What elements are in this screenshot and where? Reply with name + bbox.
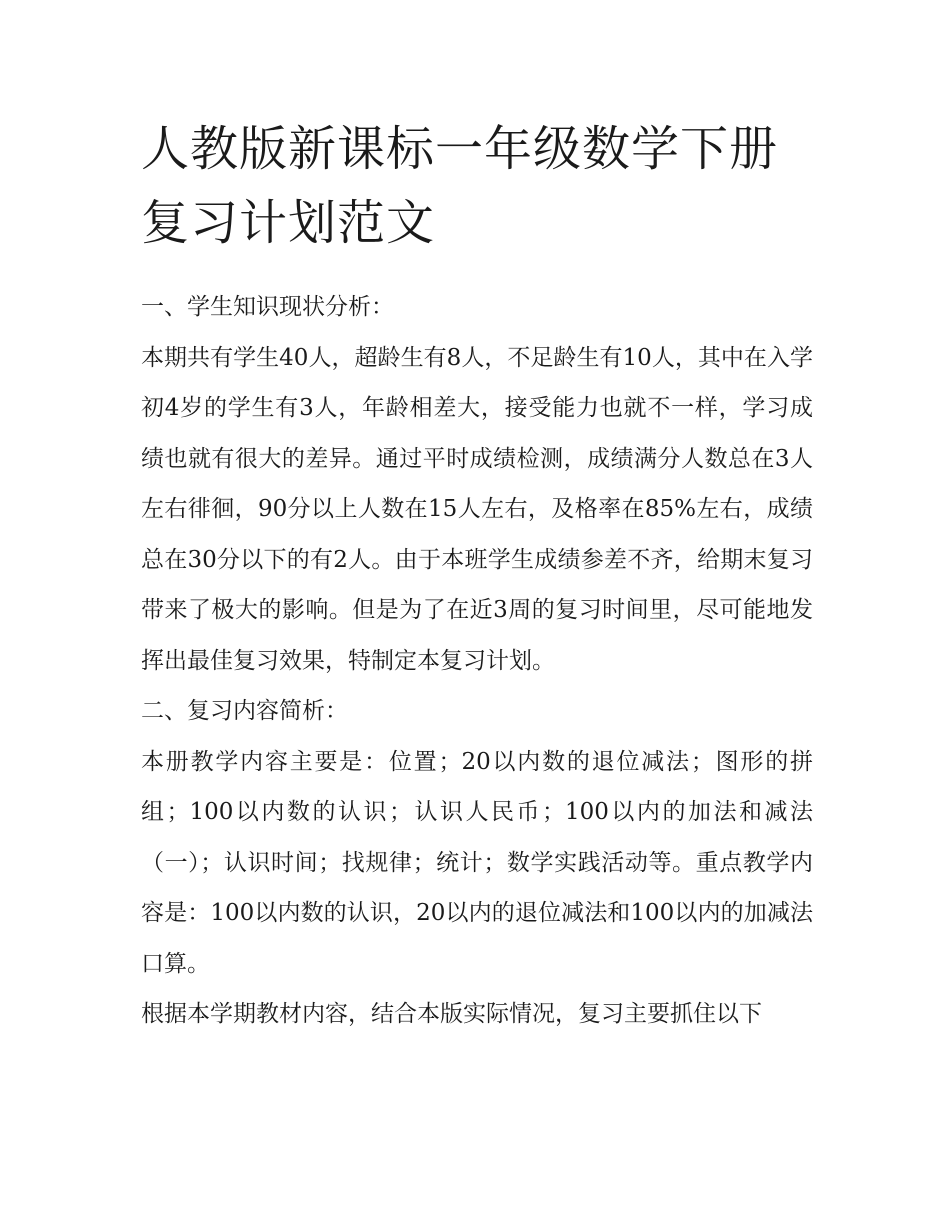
paragraph-review-content: 本册教学内容主要是：位置；20以内数的退位减法；图形的拼组；100以内数的认识；认识人民币；100以内的加法和减法（一）；认识时间；找规律；统计；数学实践活动等。重点教学内容是：100以内数的认识，20以内的退位减法和100以内的加减法口算。 bbox=[141, 748, 813, 977]
section-heading-review-content: 二、复习内容简析： bbox=[141, 698, 348, 724]
section-heading-student-analysis: 一、学生知识现状分析： bbox=[141, 294, 394, 320]
paragraph-student-analysis: 本期共有学生40人，超龄生有8人，不足龄生有10人，其中在入学初4岁的学生有3人，年龄相差大，接受能力也就不一样，学习成绩也就有很大的差异。通过平时成绩检测，成绩满分人数总在3人左右徘徊，90分以上人数在15人左右，及格率在85%左右，成绩总在30分以下的有2人。由于本班学生成绩参差不齐，给期末复习带来了极大的影响。但是为了在近3周的复习时间里，尽可能地发挥出最佳复习效果，特制定本复习计划。 bbox=[141, 344, 813, 674]
document-page bbox=[141, 112, 813, 1040]
paragraph-review-plan: 根据本学期教材内容，结合本版实际情况，复习主要抓住以下 bbox=[141, 1001, 762, 1027]
document-title: 人教版新课标一年级数学下册复习计划范文 bbox=[141, 121, 779, 251]
